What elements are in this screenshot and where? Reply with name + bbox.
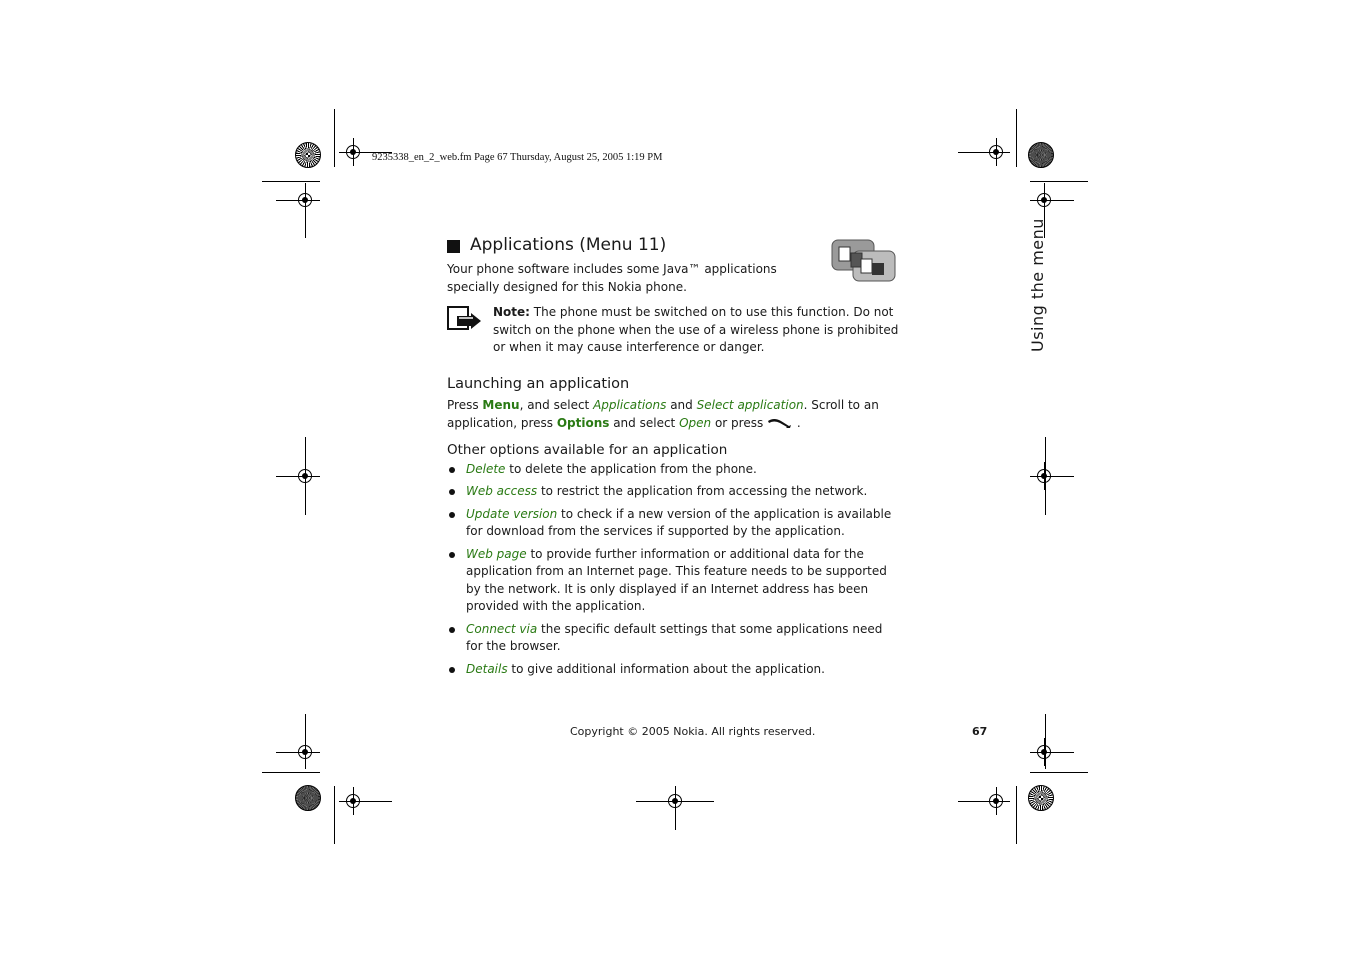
- list-item: [447, 621, 902, 656]
- note-text: [493, 304, 902, 357]
- crop-line: [262, 181, 320, 182]
- note-block: [447, 304, 902, 357]
- note-hand-icon: [447, 304, 493, 357]
- crop-line: [958, 152, 996, 153]
- registration-mark: [298, 469, 312, 483]
- chapter-side-tab: Using the menu: [1028, 218, 1047, 352]
- crop-line: [334, 109, 335, 167]
- footer-copyright: Copyright © 2005 Nokia. All rights reserved.: [570, 725, 816, 738]
- option-term: Connect via: [466, 621, 538, 636]
- print-header: 9235338_en_2_web.fm Page 67 Thursday, August 25, 2005 1:19 PM: [372, 152, 663, 163]
- section-title: [447, 234, 902, 258]
- crop-line: [334, 786, 335, 844]
- option-term: Details: [466, 661, 508, 676]
- option-term: Web access: [466, 484, 538, 498]
- other-options-heading: Other options available for an application: [447, 442, 728, 458]
- section-bullet-icon: [447, 240, 460, 253]
- open-item-label: Open: [679, 415, 712, 430]
- starburst-mark: [295, 142, 321, 168]
- list-item: [447, 483, 902, 501]
- launching-heading: Launching an application: [447, 375, 630, 392]
- list-item: [447, 461, 902, 479]
- crop-line: [305, 183, 306, 238]
- option-term: Web page: [466, 546, 527, 561]
- section-title-text: Applications (Menu 11): [470, 235, 667, 256]
- list-item: [447, 546, 902, 616]
- launching-paragraph: [447, 397, 902, 432]
- crop-line: [276, 200, 320, 201]
- crop-line: [1030, 772, 1088, 773]
- starburst-mark: [1028, 785, 1054, 811]
- option-term: Update version: [466, 506, 558, 521]
- option-description: to check if a new version of the application is available for download from the services if supported by the application.: [466, 506, 892, 538]
- list-item: [447, 506, 902, 541]
- intro-paragraph: Your phone software includes some Java™ applications specially designed for this Nokia phone.: [447, 262, 777, 294]
- page-content: [447, 234, 902, 683]
- option-term: Delete: [466, 461, 506, 476]
- text-fragment: or press: [711, 415, 768, 430]
- text-fragment: .: [793, 415, 801, 430]
- text-fragment: . Scroll to an application, press: [447, 398, 879, 430]
- crop-line: [1045, 714, 1046, 769]
- registration-mark: [1037, 469, 1051, 483]
- text-fragment: , and select: [519, 398, 594, 412]
- crop-line: [958, 801, 996, 802]
- text-fragment: Press: [447, 398, 483, 412]
- crop-line: [358, 801, 392, 802]
- select-application-label: Select application: [696, 398, 804, 412]
- menu-key-label: Menu: [482, 398, 520, 412]
- option-description: the specific default settings that some applications need for the browser.: [466, 621, 883, 653]
- registration-mark: [298, 745, 312, 759]
- option-description: to restrict the application from accessing the network.: [537, 484, 868, 498]
- crop-line: [1030, 200, 1074, 201]
- options-list: [447, 461, 902, 679]
- crop-line: [262, 772, 320, 773]
- crop-line: [1030, 181, 1088, 182]
- list-item: [447, 661, 902, 679]
- text-fragment: and: [666, 398, 697, 412]
- note-label: Note:: [493, 305, 530, 319]
- starburst-mark: [1028, 142, 1054, 168]
- option-description: to delete the application from the phone.: [505, 461, 757, 476]
- crop-line: [675, 786, 676, 830]
- text-fragment: and select: [609, 415, 680, 430]
- option-description: to give additional information about the application.: [507, 661, 825, 676]
- registration-mark: [1037, 745, 1051, 759]
- crop-line: [1016, 786, 1017, 844]
- starburst-mark: [295, 785, 321, 811]
- call-key-icon: [767, 417, 793, 429]
- page-number: 67: [972, 725, 988, 738]
- option-description: to provide further information or additional data for the application from an Internet page. This feature needs to be supported by the network. It is only displayed if an Internet address has been provided with the application.: [466, 546, 887, 613]
- note-body: The phone must be switched on to use this function. Do not switch on the phone when the use of a wireless phone is prohibited or when it may cause interference or danger.: [493, 305, 899, 354]
- crop-line: [1016, 109, 1017, 167]
- applications-item-label: Applications: [593, 398, 667, 412]
- options-key-label: Options: [556, 415, 610, 430]
